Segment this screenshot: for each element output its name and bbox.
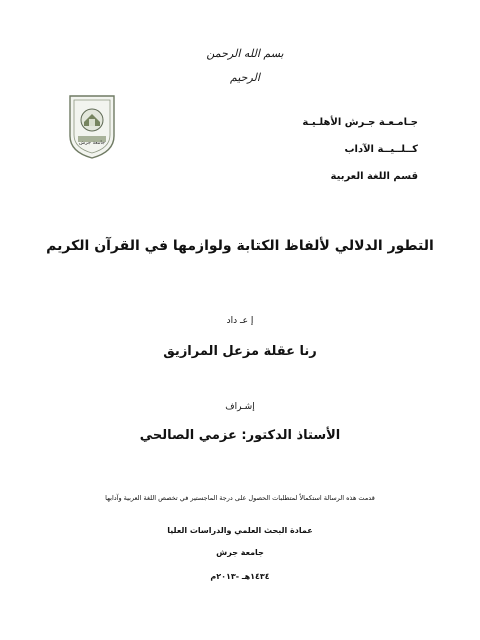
- submission-note: قدمت هذه الرسالة استكمالاً لمتطلبات الحصول على درجة الماجستير في تخصص اللغة العربية وآدابها: [105, 494, 375, 502]
- footer-date: ١٤٣٤هـ -٢٠١٣م: [210, 572, 270, 581]
- university-logo: [62, 92, 122, 162]
- supervisor-name: الأستاذ الدكتور: عزمي الصالحي: [139, 428, 341, 443]
- thesis-title: التطور الدلالي لألفاظ الكتابة ولوازمها في القرآن الكريم: [46, 238, 434, 254]
- university-name: جـامـعـة جـرش الأهلـيـة: [302, 117, 418, 128]
- faculty-name: كــلــيــة الآداب: [344, 144, 418, 155]
- university-logo-icon: [62, 92, 122, 162]
- department-name: قسم اللغة العربية: [330, 171, 418, 182]
- deanship-name: عمادة البحث العلمي والدراسات العليا: [167, 526, 313, 535]
- footer-university: جامعة جرش: [216, 548, 264, 557]
- logo-caption: جامعة جرش: [79, 140, 105, 146]
- university-info: [218, 116, 418, 197]
- basmala: بسم الله الرحمن الرحيم: [206, 47, 284, 84]
- author-name: رنا عقلة مزعل المرازيق: [163, 344, 317, 359]
- supervision-label: إشـراف: [225, 402, 255, 412]
- preparation-label: إ عـ داد: [226, 316, 254, 326]
